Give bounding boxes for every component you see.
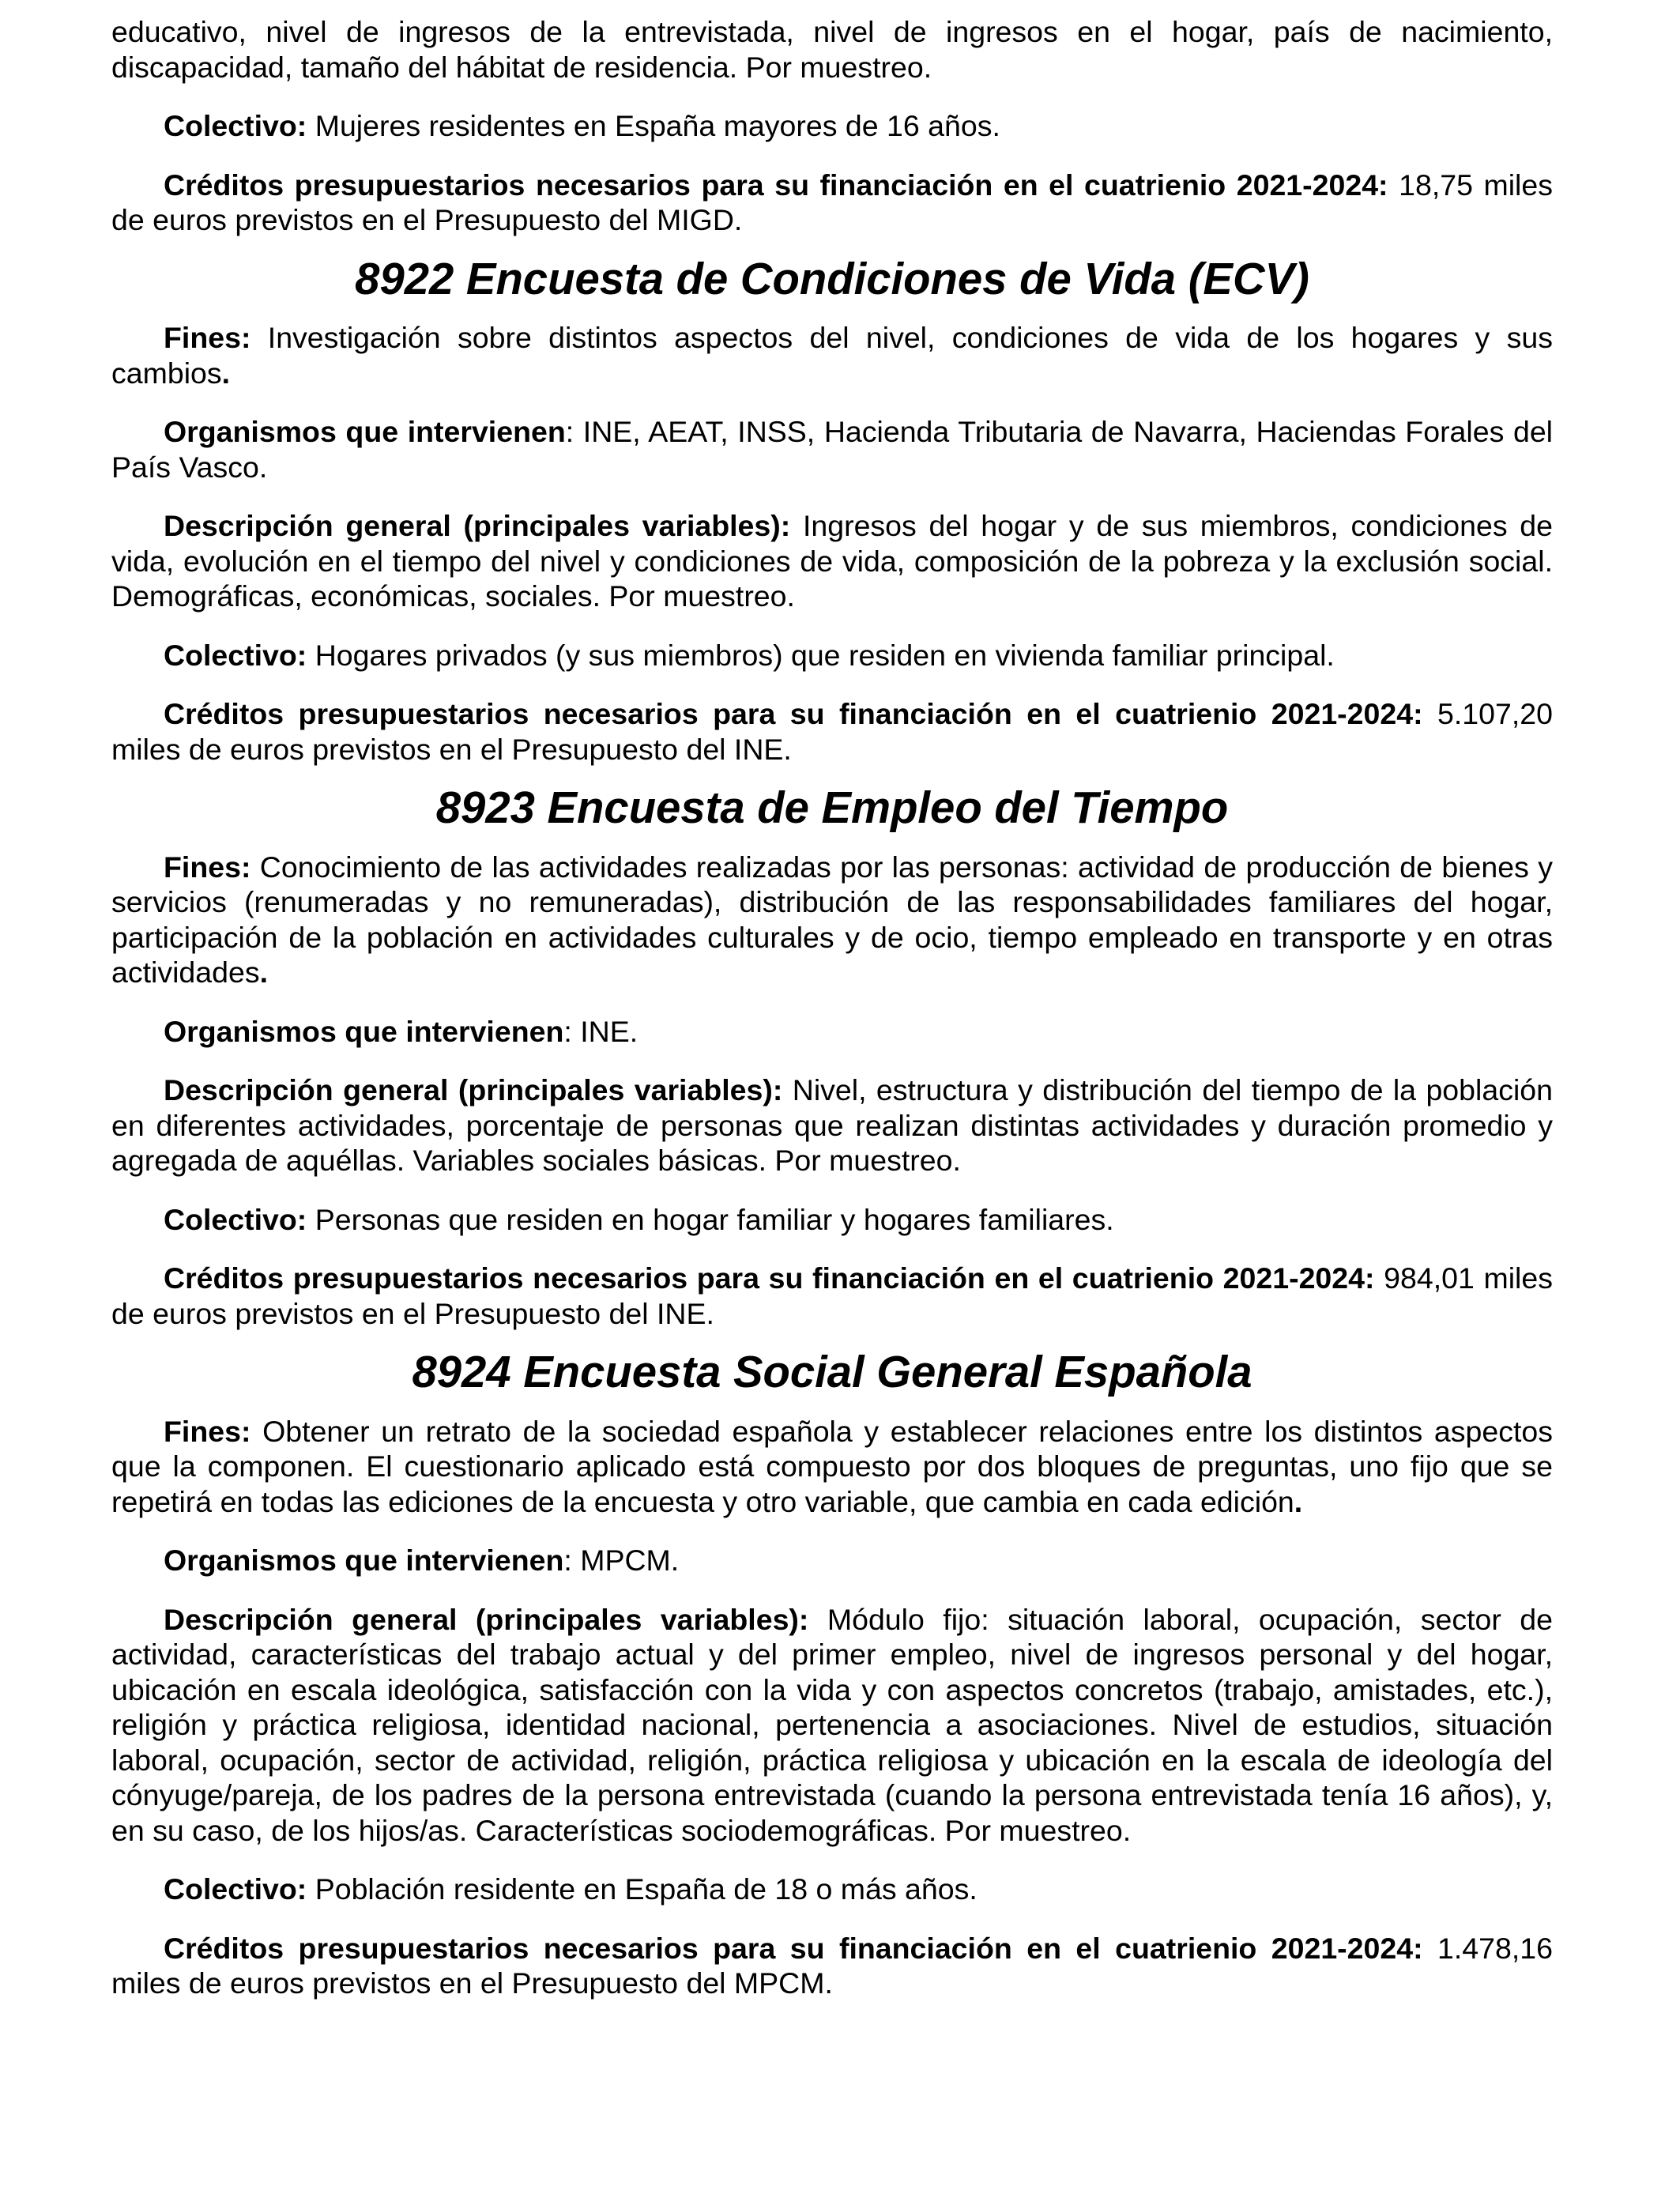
paragraph-continuation xyxy=(111,14,1553,85)
paragraph-text: Obtener un retrato de la sociedad española y establecer relaciones entre los distintos aspectos que la componen. El cuestionario aplicado está compuesto por dos bloques de preguntas, uno fijo que se repetirá en todas las ediciones de la encuesta y otro variable, que cambia en cada edición xyxy=(111,1414,1553,1518)
paragraph-text: educativo, nivel de ingresos de la entrevistada, nivel de ingresos en el hogar, país de nacimiento, discapacidad, tamaño del hábitat de residencia. Por muestreo. xyxy=(111,15,1553,84)
paragraph-descripcion xyxy=(111,1602,1553,1849)
paragraph-colectivo xyxy=(111,638,1553,673)
field-label: Organismos que intervienen xyxy=(164,415,566,448)
field-label: Fines: xyxy=(164,1414,251,1448)
paragraph-colectivo xyxy=(111,108,1553,144)
section-heading-8923: 8923 Encuesta de Empleo del Tiempo xyxy=(435,782,1229,832)
section-heading-8922: 8922 Encuesta de Condiciones de Vida (ECV) xyxy=(355,253,1309,303)
paragraph-creditos xyxy=(111,696,1553,767)
paragraph-text: Investigación sobre distintos aspectos del nivel, condiciones de vida de los hogares y sus cambios xyxy=(111,321,1553,390)
paragraph-text: 5.107,20 miles de euros previstos en el Presupuesto del INE. xyxy=(111,697,1553,766)
field-label: Créditos presupuestarios necesarios para su financiación en el cuatrienio 2021-2024: xyxy=(164,1261,1375,1295)
paragraph-text: 1.478,16 miles de euros previstos en el Presupuesto del MPCM. xyxy=(111,1931,1553,2000)
section-heading-8924: 8924 Encuesta Social General Española xyxy=(412,1347,1252,1397)
paragraph-text: Personas que residen en hogar familiar y hogares familiares. xyxy=(307,1202,1114,1236)
field-label: Créditos presupuestarios necesarios para su financiación en el cuatrienio 2021-2024: xyxy=(164,697,1423,730)
paragraph-creditos xyxy=(111,1931,1553,2001)
field-label: Organismos que intervienen xyxy=(164,1014,564,1048)
paragraph-descripcion xyxy=(111,1072,1553,1178)
paragraph-colectivo xyxy=(111,1872,1553,1907)
paragraph-text: 18,75 miles de euros previstos en el Presupuesto del MIGD. xyxy=(111,168,1553,236)
paragraph-text: : MPCM. xyxy=(563,1544,680,1577)
field-label: Organismos que intervienen xyxy=(164,1544,564,1577)
field-label: Descripción general (principales variables): xyxy=(164,1602,809,1636)
field-label: Fines: xyxy=(164,850,251,884)
paragraph-creditos xyxy=(111,168,1553,238)
field-label: Descripción general (principales variables): xyxy=(164,509,791,542)
paragraph-tail: . xyxy=(1294,1484,1303,1518)
paragraph-text: Conocimiento de las actividades realizadas por las personas: actividad de producción de bienes y servicios (renumeradas y no remuneradas), distribución de las responsabilidades familiares del hogar, participación de la población en actividades culturales y de ocio, tiempo empleado en transporte y en otras actividades xyxy=(111,850,1553,989)
paragraph-text: 984,01 miles de euros previstos en el Presupuesto del INE. xyxy=(111,1261,1553,1330)
paragraph-fines xyxy=(111,1414,1553,1520)
paragraph-fines xyxy=(111,320,1553,390)
paragraph-colectivo xyxy=(111,1202,1553,1238)
paragraph-text: Ingresos del hogar y de sus miembros, condiciones de vida, evolución en el tiempo del nivel y condiciones de vida, composición de la pobreza y la exclusión social. Demográficas, económicas, sociales. Por muestreo. xyxy=(111,509,1553,613)
paragraph-tail: . xyxy=(259,956,269,989)
paragraph-text: Nivel, estructura y distribución del tiempo de la población en diferentes actividades, porcentaje de personas que realizan distintas actividades y duración promedio y agregada de aquéllas. Variables sociales básicas. Por muestreo. xyxy=(111,1073,1553,1177)
paragraph-text: Población residente en España de 18 o más años. xyxy=(307,1872,977,1906)
field-label: Créditos presupuestarios necesarios para su financiación en el cuatrienio 2021-2024: xyxy=(164,168,1388,202)
field-label: Colectivo: xyxy=(164,1202,307,1236)
paragraph-text: : INE, AEAT, INSS, Hacienda Tributaria de Navarra, Haciendas Forales del País Vasco. xyxy=(111,415,1553,484)
field-label: Colectivo: xyxy=(164,1872,307,1906)
paragraph-creditos xyxy=(111,1261,1553,1331)
paragraph-tail: . xyxy=(221,356,231,390)
paragraph-organismos xyxy=(111,414,1553,484)
paragraph-descripcion xyxy=(111,508,1553,614)
field-label: Créditos presupuestarios necesarios para su financiación en el cuatrienio 2021-2024: xyxy=(164,1931,1423,1965)
field-label: Descripción general (principales variables): xyxy=(164,1073,783,1106)
paragraph-organismos xyxy=(111,1014,1553,1050)
paragraph-text: Módulo fijo: situación laboral, ocupación, sector de actividad, características del trabajo actual y del primer empleo, nivel de ingresos personal y del hogar, ubicación en escala ideológica, satisfacción con la vida y con aspectos concretos (trabajo, amistades, etc.), religión y práctica religiosa, identidad nacional, pertenencia a asociaciones. Nivel de estudios, situación laboral, ocupación, sector de actividad, religión, práctica religiosa y ubicación en la escala de ideología del cónyuge/pareja, de los padres de la persona entrevistada (cuando la persona entrevistada tenía 16 años), y, en su caso, de los hijos/as. Características sociodemográficas. Por muestreo. xyxy=(111,1602,1553,1847)
document-page xyxy=(111,14,1553,2025)
field-label: Colectivo: xyxy=(164,638,307,672)
paragraph-fines xyxy=(111,850,1553,990)
field-label: Colectivo: xyxy=(164,109,307,142)
paragraph-text: : INE. xyxy=(563,1014,638,1048)
paragraph-text: Hogares privados (y sus miembros) que residen en vivienda familiar principal. xyxy=(307,638,1335,672)
field-label: Fines: xyxy=(164,321,251,354)
paragraph-organismos xyxy=(111,1543,1553,1578)
paragraph-text: Mujeres residentes en España mayores de 16 años. xyxy=(307,109,1000,142)
